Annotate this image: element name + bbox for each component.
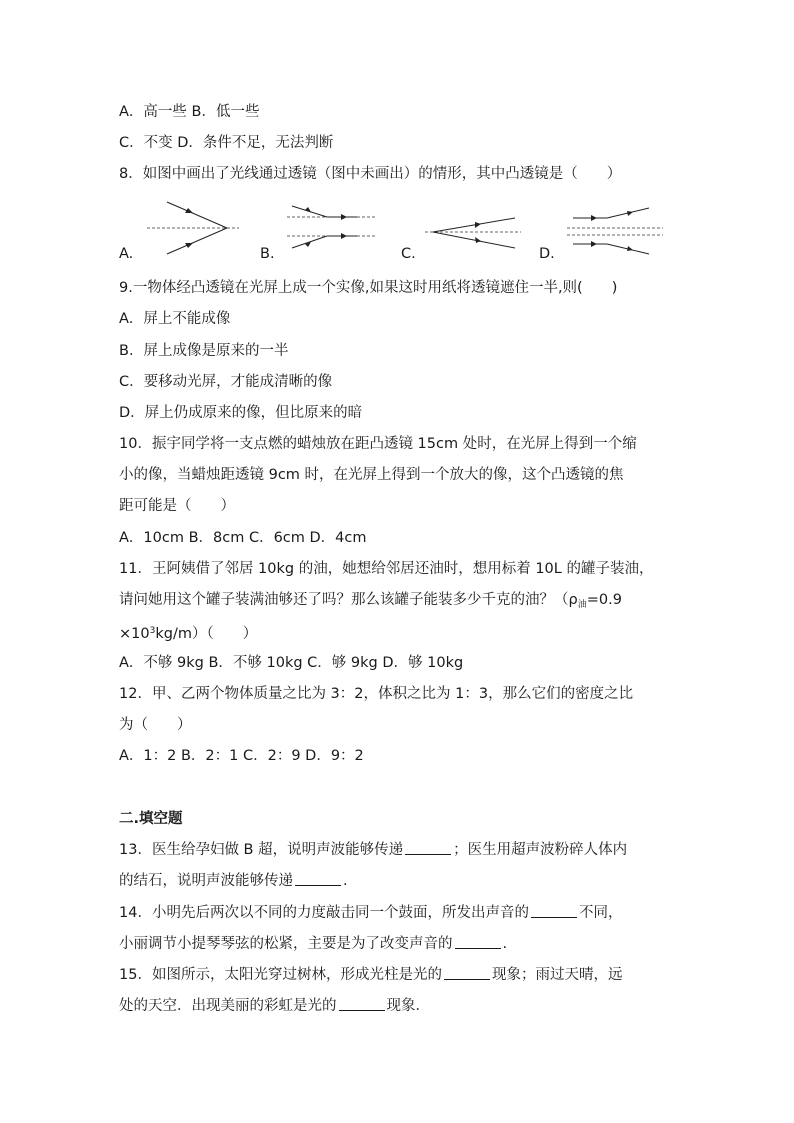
q9-option-d: D．屏上仍成原来的像，但比原来的暗 (119, 405, 363, 421)
q14-line1-post: 不同， (578, 905, 623, 921)
q12-line2: 为（ ） (119, 717, 192, 733)
q14-blank-1[interactable] (531, 903, 577, 918)
q15-line2-pre: 处的天空．出现美丽的彩虹是光的 (119, 998, 337, 1014)
figure-c-label: C. (401, 246, 416, 262)
q8-lens-figures (119, 196, 679, 266)
figure-d-mixed-rays (567, 196, 667, 256)
figure-b-parallel-rays (287, 196, 377, 256)
q12-options: A．1：2 B．2：1 C．2：9 D．9：2 (119, 748, 364, 764)
figure-d-label: D. (539, 246, 555, 262)
q14-line2 (119, 934, 507, 954)
q10-line3: 距可能是（ ） (119, 498, 235, 514)
q11-options: A．不够 9kg B．不够 10kg C．够 9kg D．够 10kg (119, 655, 464, 671)
q15-line1 (119, 965, 622, 985)
q13-line1-pre: 13．医生给孕妇做 B 超，说明声波能够传递 (119, 842, 404, 858)
q15-line1-pre: 15．如图所示，太阳光穿过树林，形成光柱是光的 (119, 967, 442, 983)
q13-line1 (119, 840, 627, 860)
q15-blank-1[interactable] (444, 965, 490, 980)
q10-options: A．10cm B．8cm C．6cm D．4cm (119, 530, 367, 546)
figure-b-label: B. (260, 246, 275, 262)
q7-options-line2: C．不变 D．条件不足，无法判断 (119, 135, 334, 151)
q11-line2-pre: 请问她用这个罐子装满油够还了吗？那么该罐子能装多少千克的油？（ρ (119, 592, 578, 608)
q11-density-subscript: 油 (577, 600, 587, 610)
q14-line1-pre: 14．小明先后两次以不同的力度敲击同一个鼓面，所发出声音的 (119, 905, 529, 921)
q15-blank-2[interactable] (339, 996, 385, 1011)
figure-c-diverging-rays (425, 196, 525, 256)
q10-line1: 10．振宇同学将一支点燃的蜡烛放在距凸透镜 15cm 处时，在光屏上得到一个缩 (119, 436, 637, 452)
q14-line2-post: . (502, 936, 508, 952)
q13-line2-post: . (343, 873, 348, 889)
q14-line2-pre: 小丽调节小提琴琴弦的松紧，主要是为了改变声音的 (119, 936, 453, 952)
q13-line2 (119, 871, 348, 891)
q11-line3 (119, 621, 257, 644)
q11-line3-post: kg/m）（ ） (155, 626, 258, 642)
q13-line2-pre: 的结石，说明声波能够传递 (119, 873, 293, 889)
q11-line2 (119, 590, 622, 615)
q8-stem: 8．如图中画出了光线通过透镜（图中未画出）的情形，其中凸透镜是（ ） (119, 166, 622, 182)
q9-option-b: B．屏上成像是原来的一半 (119, 343, 289, 359)
q11-line1: 11．王阿姨借了邻居 10kg 的油，她想给邻居还油时，想用标着 10L 的罐子装油， (119, 561, 654, 577)
q9-option-c: C．要移动光屏，才能成清晰的像 (119, 374, 333, 390)
q12-line1: 12．甲、乙两个物体质量之比为 3：2，体积之比为 1：3，那么它们的密度之比 (119, 686, 634, 702)
q15-line2 (119, 996, 430, 1016)
q13-blank-2[interactable] (295, 871, 341, 886)
q15-line1-post: 现象；雨过天晴，远 (491, 967, 623, 983)
q13-line1-post: ；医生用超声波粉碎人体内 (453, 842, 628, 858)
q13-blank-1[interactable] (405, 840, 451, 855)
q11-line3-pre: ×10 (119, 626, 150, 642)
figure-a-converging-rays (147, 196, 247, 256)
q14-line1 (119, 903, 622, 923)
section-title-fill-in: 二.填空题 (119, 811, 183, 827)
q10-line2: 小的像，当蜡烛距透镜 9cm 时，在光屏上得到一个放大的像，这个凸透镜的焦 (119, 467, 624, 483)
figure-a-label: A. (119, 246, 134, 262)
q14-blank-2[interactable] (455, 934, 501, 949)
q7-options-line1: A．高一些 B．低一些 (119, 104, 260, 120)
q11-line2-post: =0.9 (586, 592, 622, 608)
q15-line2-post: 现象． (386, 998, 430, 1014)
q11-exponent: 3 (149, 626, 156, 636)
q9-stem: 9.一物体经凸透镜在光屏上成一个实像,如果这时用纸将透镜遮住一半,则( ) (119, 280, 618, 296)
q9-option-a: A．屏上不能成像 (119, 311, 231, 327)
